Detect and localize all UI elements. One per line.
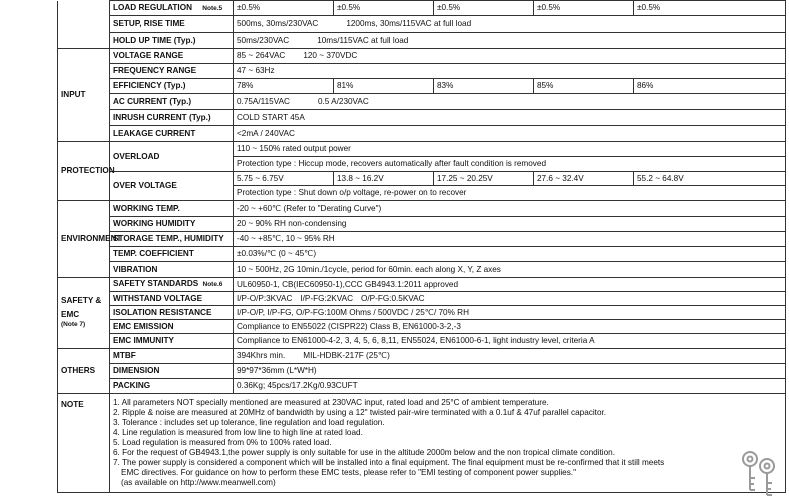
- others-cat: OTHERS: [58, 349, 110, 394]
- protection-cat: PROTECTION: [58, 142, 110, 201]
- over-voltage-v1: 5.75 ~ 6.75V: [234, 172, 334, 186]
- efficiency-v3: 83%: [434, 79, 534, 94]
- packing-value: 0.36Kg; 45pcs/17.2Kg/0.93CUFT: [234, 379, 786, 394]
- row-working-humidity: [58, 217, 786, 232]
- load-regulation-v3: ±0.5%: [434, 1, 534, 16]
- note-line-4: 4. Line regulation is measured from low line to high line at rated load.: [113, 428, 363, 437]
- note-line-2: 2. Ripple & noise are measured at 20MHz of bandwidth by using a 12" twisted pair-wire terminated with a 0.1uf & 47uf parallel capacitor.: [113, 408, 607, 417]
- over-voltage-line2: Protection type : Shut down o/p voltage, re-power on to recover: [234, 186, 786, 201]
- row-over-voltage-1: [58, 172, 786, 186]
- overload-line2: Protection type : Hiccup mode, recovers automatically after fault condition is removed: [234, 157, 786, 172]
- voltage-range-label: VOLTAGE RANGE: [110, 49, 234, 64]
- row-temp-coefficient: [58, 247, 786, 262]
- efficiency-v4: 85%: [534, 79, 634, 94]
- overload-line1: 110 ~ 150% rated output power: [234, 142, 786, 157]
- isolation-label: ISOLATION RESISTANCE: [110, 306, 234, 320]
- row-load-regulation: [58, 1, 786, 16]
- row-note: [58, 394, 786, 493]
- note-line-3: 3. Tolerance : includes set up tolerance, line regulation and load regulation.: [113, 418, 385, 427]
- row-voltage-range: [58, 49, 786, 64]
- spec-table: [57, 0, 786, 493]
- load-regulation-v5: ±0.5%: [634, 1, 786, 16]
- key-icon: [737, 448, 781, 498]
- load-regulation-label: LOAD REGULATION Note.5: [110, 1, 234, 16]
- safety-standards-value: UL60950-1, CB(IEC60950-1),CCC GB4943.1:2011 approved: [234, 278, 786, 292]
- row-storage-temp: [58, 232, 786, 247]
- row-frequency-range: [58, 64, 786, 79]
- working-humidity-value: 20 ~ 90% RH non-condensing: [234, 217, 786, 232]
- environment-cat: ENVIRONMENT: [58, 201, 110, 278]
- note-cat: NOTE: [58, 394, 110, 493]
- over-voltage-v4: 27.6 ~ 32.4V: [534, 172, 634, 186]
- vibration-label: VIBRATION: [110, 262, 234, 278]
- row-vibration: [58, 262, 786, 278]
- vibration-value: 10 ~ 500Hz, 2G 10min./1cycle, period for 60min. each along X, Y, Z axes: [234, 262, 786, 278]
- setup-rise-label: SETUP, RISE TIME: [110, 16, 234, 33]
- note-text: [110, 394, 786, 493]
- dimension-label: DIMENSION: [110, 364, 234, 379]
- note-line-8: EMC directives. For guidance on how to perform these EMC tests, please refer to "EMI testing of component power supplies.": [121, 468, 576, 477]
- over-voltage-v3: 17.25 ~ 20.25V: [434, 172, 534, 186]
- over-voltage-v5: 55.2 ~ 64.8V: [634, 172, 786, 186]
- leakage-label: LEAKAGE CURRENT: [110, 126, 234, 142]
- emc-emission-value: Compliance to EN55022 (CISPR22) Class B, EN61000-3-2,-3: [234, 320, 786, 334]
- mtbf-label: MTBF: [110, 349, 234, 364]
- emc-immunity-value: Compliance to EN61000-4-2, 3, 4, 5, 6, 8,11, EN55024, EN61000-6-1, light industry level, criteria A: [234, 334, 786, 349]
- row-efficiency: [58, 79, 786, 94]
- working-temp-value: -20 ~ +60℃ (Refer to "Derating Curve"): [234, 201, 786, 217]
- inrush-value: COLD START 45A: [234, 110, 786, 126]
- efficiency-label: EFFICIENCY (Typ.): [110, 79, 234, 94]
- safety-cat: [58, 278, 110, 349]
- row-withstand: [58, 292, 786, 306]
- row-overload-1: [58, 142, 786, 157]
- withstand-label: WITHSTAND VOLTAGE: [110, 292, 234, 306]
- emc-immunity-label: EMC IMMUNITY: [110, 334, 234, 349]
- safety-standards-label: SAFETY STANDARDS Note.6: [110, 278, 234, 292]
- row-leakage: [58, 126, 786, 142]
- note-line-9: (as available on http://www.meanwell.com): [121, 478, 276, 487]
- inrush-label: INRUSH CURRENT (Typ.): [110, 110, 234, 126]
- row-isolation: [58, 306, 786, 320]
- emc-emission-label: EMC EMISSION: [110, 320, 234, 334]
- efficiency-v1: 78%: [234, 79, 334, 94]
- efficiency-v2: 81%: [334, 79, 434, 94]
- leakage-value: <2mA / 240VAC: [234, 126, 786, 142]
- ac-current-label: AC CURRENT (Typ.): [110, 94, 234, 110]
- row-emc-immunity: [58, 334, 786, 349]
- row-inrush: [58, 110, 786, 126]
- isolation-value: I/P-O/P, I/P-FG, O/P-FG:100M Ohms / 500VDC / 25℃/ 70% RH: [234, 306, 786, 320]
- load-regulation-v2: ±0.5%: [334, 1, 434, 16]
- over-voltage-v2: 13.8 ~ 16.2V: [334, 172, 434, 186]
- efficiency-v5: 86%: [634, 79, 786, 94]
- dimension-value: 99*97*36mm (L*W*H): [234, 364, 786, 379]
- storage-temp-label: STORAGE TEMP., HUMIDITY: [110, 232, 234, 247]
- note-line-7: 7. The power supply is considered a component which will be installed into a final equipment. The final equipment must be re-confirmed that it still meets: [113, 458, 665, 467]
- safety-cat-line1: SAFETY &: [61, 296, 102, 305]
- row-mtbf: [58, 349, 786, 364]
- load-regulation-v4: ±0.5%: [534, 1, 634, 16]
- setup-rise-value: 500ms, 30ms/230VAC 1200ms, 30ms/115VAC at full load: [234, 16, 786, 33]
- row-dimension: [58, 364, 786, 379]
- row-packing: [58, 379, 786, 394]
- row-safety-standards: [58, 278, 786, 292]
- input-cat: INPUT: [58, 49, 110, 142]
- temp-coefficient-value: ±0.03%/℃ (0 ~ 45℃): [234, 247, 786, 262]
- frequency-range-value: 47 ~ 63Hz: [234, 64, 786, 79]
- over-voltage-label: OVER VOLTAGE: [110, 172, 234, 201]
- packing-label: PACKING: [110, 379, 234, 394]
- hold-up-label: HOLD UP TIME (Typ.): [110, 33, 234, 49]
- ac-current-value: 0.75A/115VAC 0.5 A/230VAC: [234, 94, 786, 110]
- row-ac-current: [58, 94, 786, 110]
- hold-up-value: 50ms/230VAC 10ms/115VAC at full load: [234, 33, 786, 49]
- working-temp-label: WORKING TEMP.: [110, 201, 234, 217]
- frequency-range-label: FREQUENCY RANGE: [110, 64, 234, 79]
- output-cat-cell: [58, 1, 110, 49]
- mtbf-value: 394Khrs min. MIL-HDBK-217F (25℃): [234, 349, 786, 364]
- note-line-5: 5. Load regulation is measured from 0% to 100% rated load.: [113, 438, 332, 447]
- temp-coefficient-label: TEMP. COEFFICIENT: [110, 247, 234, 262]
- note-line-6: 6. For the request of GB4943.1,the power supply is only suitable for use in the altitude 2000m below and the non tropical climate condition.: [113, 448, 616, 457]
- overload-label: OVERLOAD: [110, 142, 234, 172]
- note-line-1: 1. All parameters NOT specially mentioned are measured at 230VAC input, rated load and 25°C of ambient temperature.: [113, 398, 549, 407]
- row-hold-up: [58, 33, 786, 49]
- safety-cat-line2: EMC: [61, 310, 80, 319]
- withstand-value: I/P-O/P:3KVAC I/P-FG:2KVAC O/P-FG:0.5KVAC: [234, 292, 786, 306]
- safety-cat-note: (Note 7): [61, 321, 86, 328]
- row-working-temp: [58, 201, 786, 217]
- row-setup-rise: [58, 16, 786, 33]
- voltage-range-value: 85 ~ 264VAC 120 ~ 370VDC: [234, 49, 786, 64]
- working-humidity-label: WORKING HUMIDITY: [110, 217, 234, 232]
- load-regulation-v1: ±0.5%: [234, 1, 334, 16]
- storage-temp-value: -40 ~ +85℃, 10 ~ 95% RH: [234, 232, 786, 247]
- row-emc-emission: [58, 320, 786, 334]
